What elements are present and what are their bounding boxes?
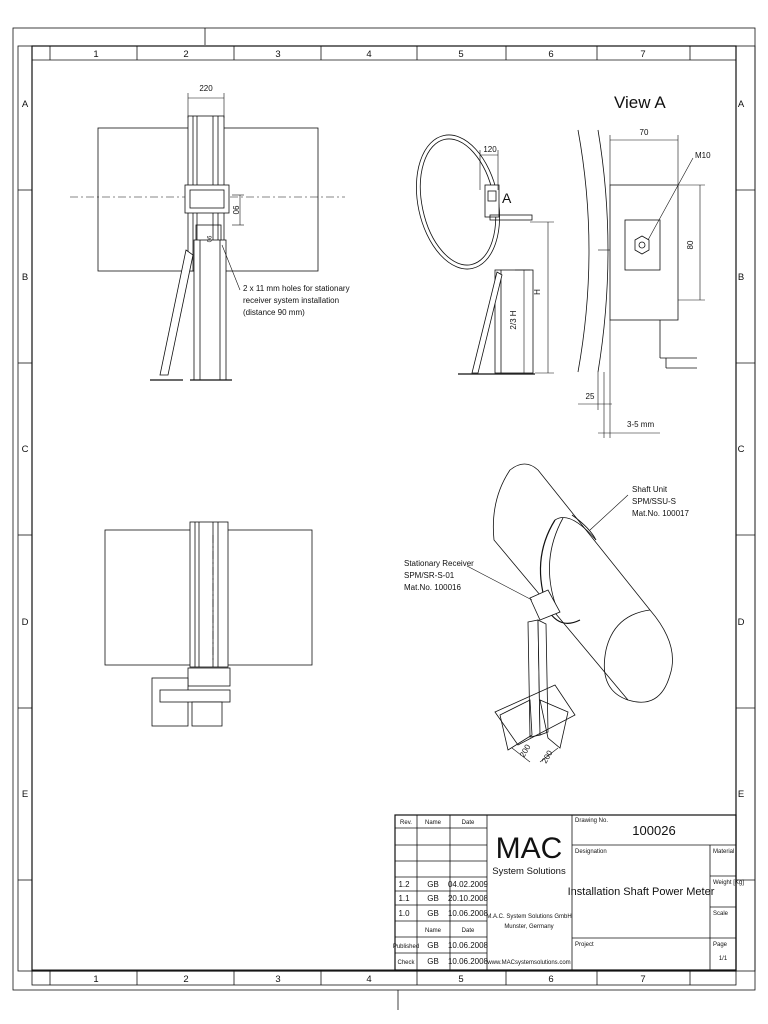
approval-date-header: Date <box>461 928 475 934</box>
receiver-label: Mat.No. 100016 <box>404 583 461 592</box>
rev-header: Rev. <box>400 820 412 826</box>
row-label: C <box>737 444 745 455</box>
revision-number: 1.2 <box>398 880 410 889</box>
row-label: A <box>21 99 29 110</box>
row-label: B <box>737 272 745 283</box>
company-website: www.MACsystemsolutions.com <box>487 960 571 966</box>
dim-top-label: 120 <box>483 145 497 154</box>
column-label: 6 <box>548 974 554 985</box>
company-name: M.A.C. System Solutions GmbH <box>486 914 572 920</box>
front-view <box>70 84 350 380</box>
dim-two-thirds-label: 2/3 H <box>509 310 518 330</box>
view-reference-label: A <box>502 190 512 206</box>
column-label: 4 <box>366 49 372 60</box>
column-label: 7 <box>640 974 646 985</box>
detail-view-a <box>578 93 711 438</box>
revision-name: GB <box>427 909 439 918</box>
drawing-no-label: Drawing No. <box>575 818 609 824</box>
scale-label: Scale <box>713 911 729 917</box>
hole-note-line: 2 x 11 mm holes for stationary <box>243 284 350 293</box>
view-a-title: View A <box>614 93 666 112</box>
company-logo: MAC <box>495 832 563 865</box>
dim-width-label: 70 <box>639 128 649 137</box>
dim-height-label: 80 <box>686 240 695 250</box>
approval-name-header: Name <box>424 928 442 934</box>
row-label: C <box>21 444 29 455</box>
column-label: 1 <box>93 974 99 985</box>
isometric-view <box>404 464 689 765</box>
dim-clearance-label: 3-5 mm <box>627 420 655 429</box>
hole-note-line: receiver system installation <box>243 296 340 305</box>
row-label: E <box>21 789 29 800</box>
weight-label: Weight [Kg] <box>713 880 744 886</box>
drawing-designation: Installation Shaft Power Meter <box>567 886 715 898</box>
name-header: Name <box>424 820 442 826</box>
shaft-unit-label: Shaft Unit <box>632 485 668 494</box>
approval-date: 10.06.2008 <box>447 941 489 950</box>
dim-height-label: 90 <box>231 205 240 215</box>
hole-note-line: (distance 90 mm) <box>243 308 305 317</box>
column-label: 3 <box>275 49 281 60</box>
column-label: 6 <box>548 49 554 60</box>
revision-date: 04.02.2009 <box>447 880 489 889</box>
dim-base-a: 200 <box>517 742 533 759</box>
approval-date: 10.06.2008 <box>447 957 489 966</box>
side-view <box>405 127 554 374</box>
title-block <box>393 815 744 970</box>
designation-label: Designation <box>575 849 607 855</box>
dim-width-label: 220 <box>199 84 213 93</box>
receiver-label: SPM/SR-S-01 <box>404 571 455 580</box>
dim-gap-label: 25 <box>585 392 595 401</box>
column-label: 5 <box>458 974 464 985</box>
company-location: Munster, Germany <box>504 924 554 930</box>
column-label: 4 <box>366 974 372 985</box>
row-labels-left <box>22 99 29 800</box>
approval-name: GB <box>427 957 439 966</box>
drawing-number: 100026 <box>632 823 676 838</box>
revision-date: 10.06.2008 <box>447 909 489 918</box>
column-label: 2 <box>183 974 189 985</box>
revision-number: 1.0 <box>398 909 410 918</box>
project-label: Project <box>575 942 594 948</box>
row-label: D <box>737 617 745 628</box>
company-logo-subtitle: System Solutions <box>492 866 566 877</box>
page-label: Page <box>713 942 728 948</box>
approval-name: GB <box>427 941 439 950</box>
page-value: 1/1 <box>718 956 728 962</box>
top-view <box>105 522 312 726</box>
row-label: A <box>737 99 745 110</box>
column-label: 3 <box>275 974 281 985</box>
approval-label: Published <box>392 944 420 950</box>
row-label: E <box>737 789 745 800</box>
column-label: 1 <box>93 49 99 60</box>
revision-name: GB <box>427 894 439 903</box>
column-label: 5 <box>458 49 464 60</box>
revision-name: GB <box>427 880 439 889</box>
sheet-frame <box>13 28 755 1010</box>
column-label: 7 <box>640 49 646 60</box>
revision-number: 1.1 <box>398 894 410 903</box>
approval-label: Check <box>397 960 415 966</box>
date-header: Date <box>461 820 475 826</box>
shaft-unit-label: SPM/SSU-S <box>632 497 677 506</box>
shaft-unit-label: Mat.No. 100017 <box>632 509 689 518</box>
dim-base-b: 200 <box>539 748 555 765</box>
column-label: 2 <box>183 49 189 60</box>
revision-date: 20.10.2008 <box>447 894 489 903</box>
thread-label: M10 <box>695 151 711 160</box>
column-labels-top <box>93 49 645 60</box>
row-label: D <box>21 617 29 628</box>
dim-h-label: H <box>533 289 542 295</box>
material-label: Material <box>713 849 735 855</box>
row-label: B <box>21 272 29 283</box>
row-labels-right <box>738 99 745 800</box>
receiver-label: Stationary Receiver <box>404 559 474 568</box>
column-labels-bottom <box>93 974 645 985</box>
dim-small-label: 90 <box>205 235 211 243</box>
